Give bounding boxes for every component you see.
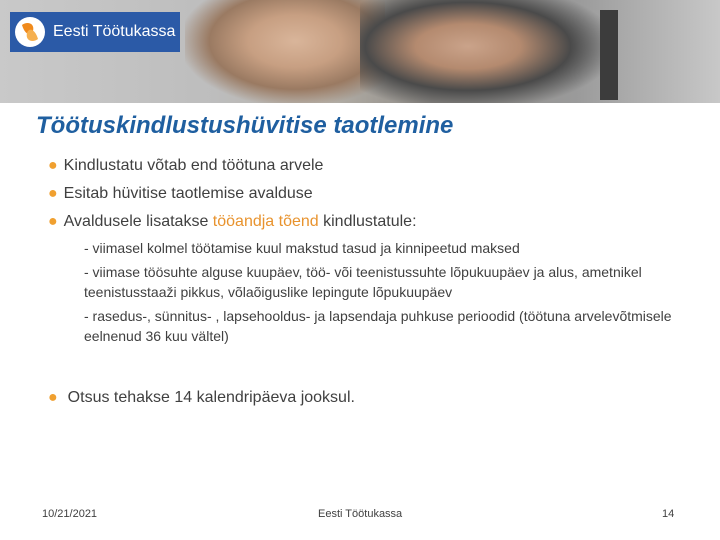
sub-item: - viimase töösuhte alguse kuupäev, töö- või teenistussuhte lõpukuupäev ja alus, ametnikel teenistusstaaži pikkus, võlaõiguslike lepingute lõpukuupäev [84, 264, 642, 300]
bullet-text: Kindlustatu võtab end töötuna arvele [63, 157, 324, 174]
bullet-dot-icon: ● [48, 389, 58, 406]
footer-page-number: 14 [662, 508, 675, 520]
bullet-item [48, 152, 417, 180]
bullet-list [48, 152, 417, 236]
bullet-item [48, 180, 417, 208]
bullet-dot-icon: ● [48, 185, 58, 202]
bullet-highlight: tööandja tõend [212, 213, 319, 230]
photo-person-woman [185, 0, 385, 103]
sub-item: - rasedus-, sünnitus- , lapsehooldus- ja lapsendaja puhkuse perioodid (töötuna arvelevõtmisele eelnenud 36 kuu vältel) [84, 308, 672, 344]
footer-org: Eesti Töötukassa [318, 508, 403, 520]
photo-person-man [360, 0, 600, 103]
bullet-text: Esitab hüvitise taotlemise avalduse [63, 185, 313, 202]
slide-title: Töötuskindlustushüvitise taotlemine [36, 112, 454, 139]
sub-item: - viimasel kolmel töötamise kuul makstud tasud ja kinnipeetud maksed [84, 240, 520, 256]
bullet-text-prefix: Avaldusele lisatakse [63, 213, 213, 230]
logo-text: Eesti Töötukassa [53, 23, 176, 40]
bullet-text-suffix: kindlustatule: [318, 213, 417, 230]
logo [10, 12, 180, 52]
header-photo [0, 0, 720, 103]
photo-monitor [600, 10, 618, 100]
footer-date: 10/21/2021 [42, 508, 98, 520]
bullet-dot-icon: ● [48, 157, 58, 174]
final-bullet [48, 389, 355, 407]
final-bullet-text: Otsus tehakse 14 kalendripäeva jooksul. [67, 389, 355, 406]
bullet-dot-icon: ● [48, 213, 58, 230]
bullet-item [48, 208, 417, 236]
logo-mark-icon [13, 15, 47, 49]
sub-list [84, 238, 684, 350]
